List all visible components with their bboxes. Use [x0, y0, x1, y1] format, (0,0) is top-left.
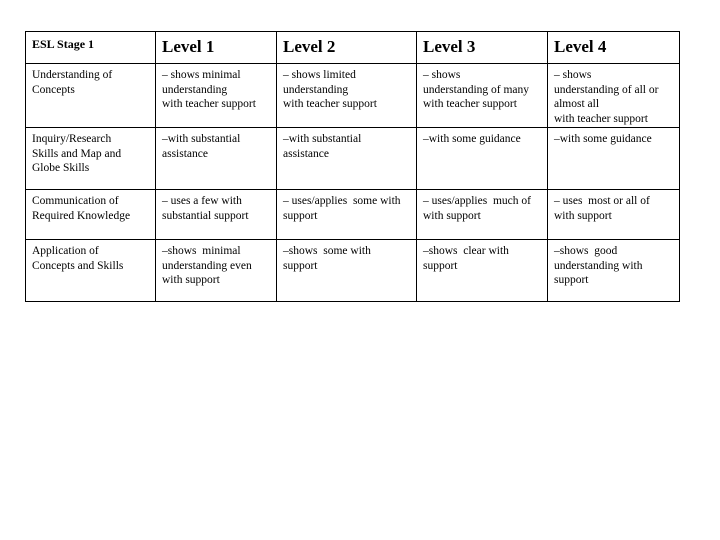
cell-text: understanding of all or — [554, 83, 659, 96]
cell-text: with teacher support — [423, 98, 517, 110]
criterion-cell — [26, 240, 156, 302]
cell-text: understanding — [162, 83, 228, 96]
level-cell — [156, 128, 277, 190]
level-cell — [156, 190, 277, 240]
cell-text: with support — [554, 209, 612, 222]
cell-text: support — [554, 274, 589, 286]
cell-text: –with some guidance — [554, 133, 652, 145]
cell-text: support — [283, 259, 318, 272]
level-4-heading: Level 4 — [548, 32, 680, 64]
cell-text: – uses most or all of — [554, 195, 650, 207]
cell-text: understanding with — [554, 259, 643, 272]
cell-text: assistance — [162, 147, 208, 160]
cell-text: Communication of — [32, 195, 119, 207]
cell-text: with support — [423, 209, 481, 222]
cell-text: Globe Skills — [32, 162, 90, 174]
rubric-table — [25, 31, 680, 302]
cell-text: with support — [162, 274, 220, 286]
cell-text: Required Knowledge — [32, 209, 131, 222]
cell-text: Understanding of — [32, 69, 113, 81]
cell-text: – shows limited — [283, 69, 356, 81]
level-cell — [277, 64, 417, 128]
level-cell — [277, 240, 417, 302]
level-cell — [277, 128, 417, 190]
cell-text: support — [423, 259, 458, 272]
cell-text: – uses/applies much of — [423, 195, 531, 207]
cell-text: –shows clear with — [423, 245, 509, 257]
table-row — [26, 64, 680, 128]
cell-text: –shows minimal — [162, 245, 241, 257]
cell-text: Concepts — [32, 83, 75, 96]
level-2-heading: Level 2 — [277, 32, 417, 64]
cell-text: – uses/applies some with — [283, 195, 401, 207]
cell-text: – shows minimal — [162, 69, 241, 81]
level-cell — [548, 64, 680, 128]
level-1-heading: Level 1 — [156, 32, 277, 64]
criterion-cell — [26, 128, 156, 190]
cell-text: assistance — [283, 147, 329, 160]
level-cell — [417, 190, 548, 240]
cell-text: –with substantial — [162, 133, 241, 145]
cell-text: almost all — [554, 98, 600, 110]
cell-text: –with some guidance — [423, 133, 521, 145]
level-cell — [417, 240, 548, 302]
cell-text: –with substantial — [283, 133, 362, 145]
cell-text: understanding of many — [423, 83, 530, 96]
cell-text: Concepts and Skills — [32, 259, 124, 272]
table-row — [26, 240, 680, 302]
cell-text: – shows — [423, 69, 461, 81]
stage-label: ESL Stage 1 — [26, 32, 156, 64]
level-cell — [156, 240, 277, 302]
level-cell — [417, 128, 548, 190]
cell-text: with teacher support — [283, 98, 377, 110]
header-row — [26, 32, 680, 64]
level-cell — [417, 64, 548, 128]
cell-text: –shows some with — [283, 245, 371, 257]
cell-text: Skills and Map and — [32, 147, 122, 160]
level-3-heading: Level 3 — [417, 32, 548, 64]
level-cell — [156, 64, 277, 128]
cell-text: – uses a few with — [162, 195, 242, 207]
cell-text: with teacher support — [162, 98, 256, 110]
level-cell — [548, 128, 680, 190]
cell-text: – shows — [554, 69, 592, 81]
level-cell — [548, 190, 680, 240]
cell-text: Application of — [32, 245, 99, 257]
cell-text: understanding — [283, 83, 349, 96]
cell-text: understanding even — [162, 259, 252, 272]
cell-text: substantial support — [162, 209, 249, 222]
level-cell — [548, 240, 680, 302]
cell-text: with teacher support — [554, 112, 648, 125]
cell-text: support — [283, 209, 318, 222]
cell-text: –shows good — [554, 245, 618, 257]
cell-text: Inquiry/Research — [32, 133, 112, 145]
table-row — [26, 128, 680, 190]
table-row — [26, 190, 680, 240]
level-cell — [277, 190, 417, 240]
criterion-cell — [26, 190, 156, 240]
criterion-cell — [26, 64, 156, 128]
